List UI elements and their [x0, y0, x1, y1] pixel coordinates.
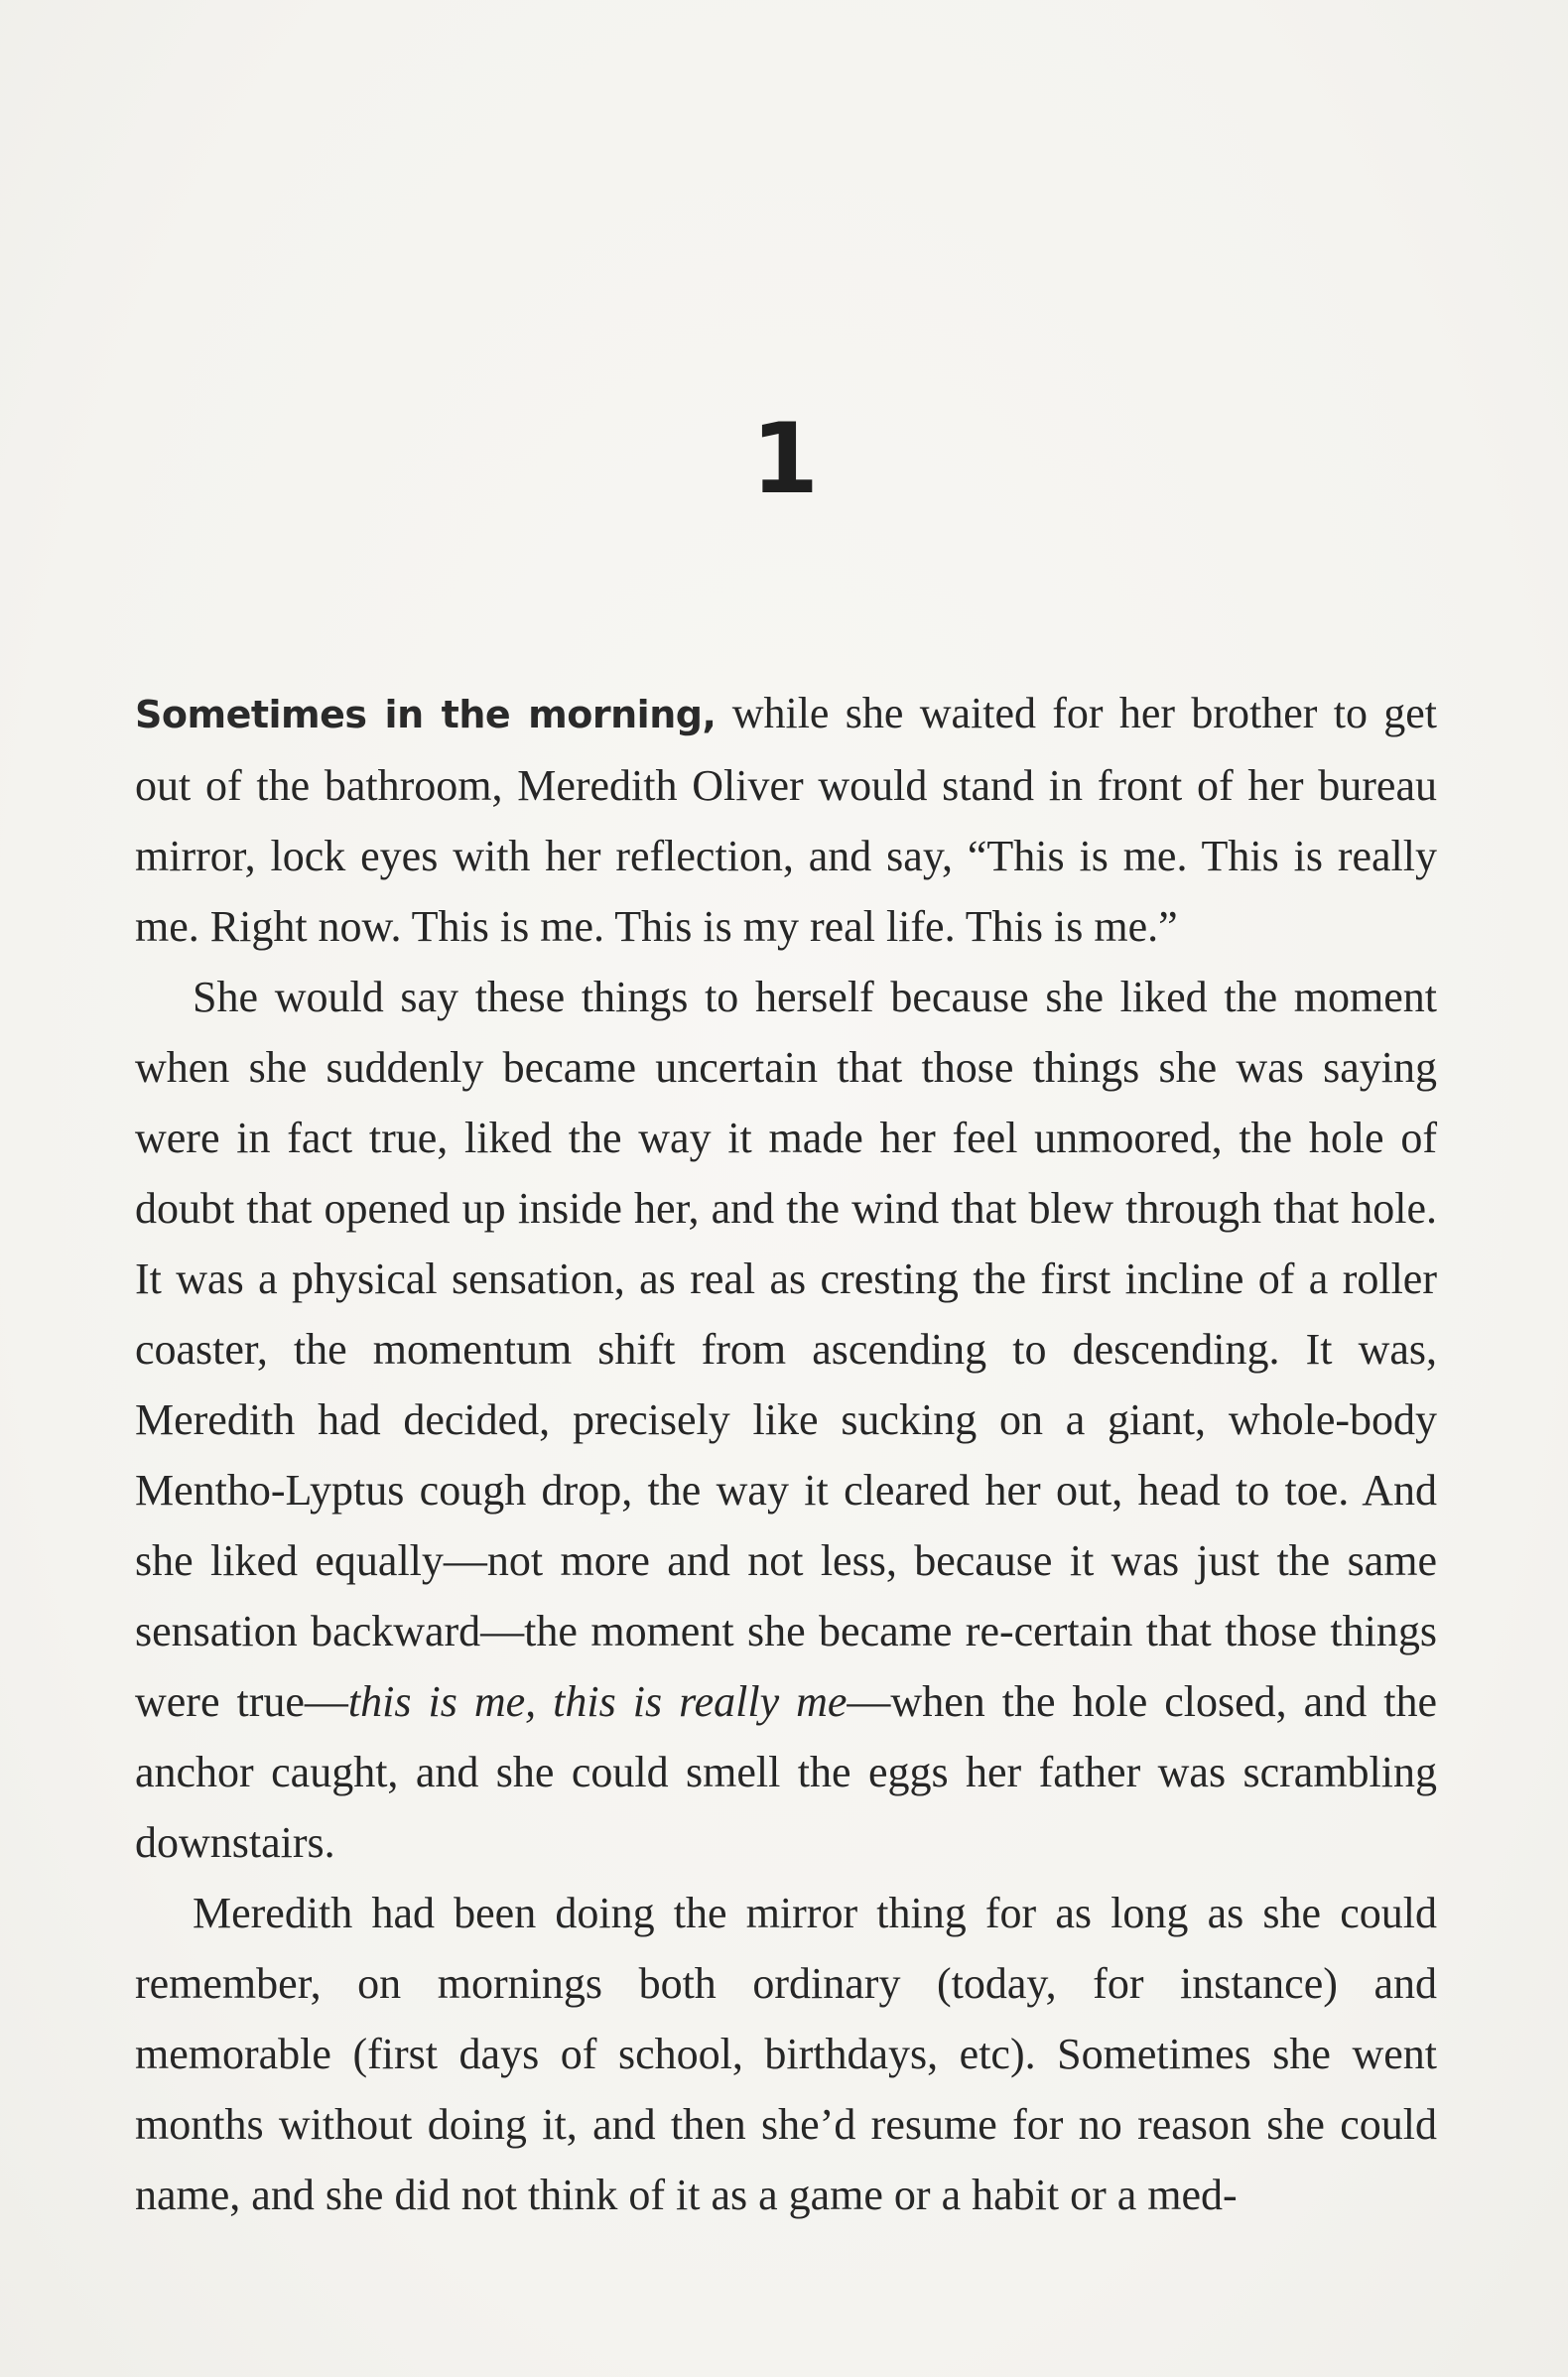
lead-in-phrase: Sometimes in the morning, — [135, 693, 717, 736]
paragraph-1-text: while she waited for her brother to get out of the bathroom, Meredith Oliver would stand in front of her bureau mirror, lock eyes with her reflection, and say, “This is me. This is really me. Right now. This is me. This is my real life. This is me.” — [135, 689, 1437, 951]
paragraph-2-text-b: —when the hole closed, and the anchor caught, and she could smell the eggs her father was scrambling downstairs. — [135, 1677, 1437, 1867]
chapter-number: 1 — [750, 403, 818, 516]
paragraph-3 — [135, 1878, 1437, 2230]
paragraph-2-emphasis: this is me, this is really me — [347, 1677, 848, 1726]
paragraph-3-text: Meredith had been doing the mirror thing for as long as she could remember, on mornings both ordinary (today, for instance) and memorable (first days of school, birthdays, etc). Sometimes she went months without doing it, and then she’d resume for no reason she could name, and she did not think of it as a game or a habit or a med- — [135, 1889, 1437, 2219]
body-text — [135, 678, 1437, 2230]
paragraph-2 — [135, 962, 1437, 1878]
paragraph-1 — [135, 678, 1437, 962]
paragraph-2-text-a: She would say these things to herself because she liked the moment when she suddenly became uncertain that those things she was saying were in fact true, liked the way it made her feel unmoored, the hole of doubt that opened up inside her, and the wind that blew through that hole. It was a physical sensation, as real as cresting the first incline of a roller coaster, the momentum shift from ascending to descending. It was, Meredith had decided, precisely like sucking on a giant, whole-body Mentho-Lyptus cough drop, the way it cleared her out, head to toe. And she liked equally—not more and not less, because it was just the same sensation backward—the moment she became re-certain that those things were true— — [135, 973, 1437, 1726]
